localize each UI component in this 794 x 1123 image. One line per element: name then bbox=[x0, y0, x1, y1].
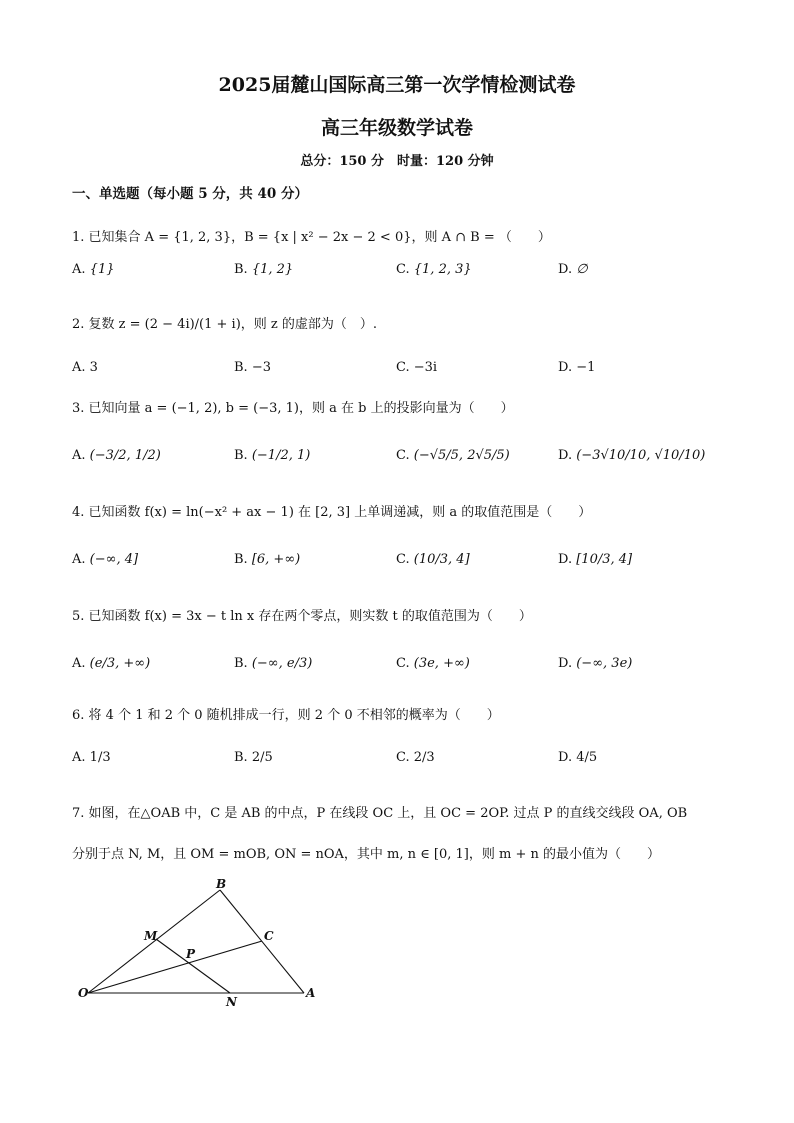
point-label-p: P bbox=[186, 947, 196, 961]
q1-option-a[interactable]: A. {1} bbox=[72, 262, 115, 277]
q3-option-a[interactable]: A. (−3/2, 1/2) bbox=[72, 448, 161, 463]
question-4-stem: 4. 已知函数 f(x) = ln(−x² + ax − 1) 在 [2, 3] 上单调递减，则 a 的取值范围是（ ） bbox=[72, 505, 592, 520]
point-label-c: C bbox=[264, 929, 274, 943]
segment-oc bbox=[88, 941, 262, 993]
q4-option-c[interactable]: C. (10/3, 4] bbox=[396, 552, 470, 567]
q5-option-d[interactable]: D. (−∞, 3e) bbox=[558, 656, 633, 671]
point-label-b: B bbox=[216, 878, 227, 891]
exam-subtitle: 高三年级数学试卷 bbox=[320, 117, 473, 139]
q5-option-a[interactable]: A. (e/3, +∞) bbox=[72, 656, 151, 671]
exam-title: 2025届麓山国际高三第一次学情检测试卷 bbox=[218, 74, 576, 96]
q1-option-d[interactable]: D. ∅ bbox=[558, 262, 588, 277]
q3-option-d[interactable]: D. (−3√10/10, √10/10) bbox=[558, 448, 706, 463]
question-7-stem-continued: 分别于点 N, M，且 OM = mOB, ON = nOA，其中 m, n ∈ [0, 1]，则 m + n 的最小值为（ ） bbox=[72, 847, 660, 862]
section-heading: 一、单选题（每小题 5 分，共 40 分） bbox=[72, 186, 308, 202]
q4-option-d[interactable]: D. [10/3, 4] bbox=[558, 552, 633, 567]
q2-option-c[interactable]: C. −3i bbox=[396, 360, 438, 375]
question-1-stem: 1. 已知集合 A = {1, 2, 3}，B = {x | x² − 2x − 2 < 0}，则 A ∩ B = （ ） bbox=[72, 230, 551, 245]
question-7-stem: 7. 如图，在△OAB 中，C 是 AB 的中点，P 在线段 OC 上，且 OC = 2OP. 过点 P 的直线交线段 OA, OB bbox=[72, 806, 688, 821]
q6-option-b[interactable]: B. 2/5 bbox=[234, 750, 273, 765]
q3-option-c[interactable]: C. (−√5/5, 2√5/5) bbox=[396, 448, 510, 463]
point-label-m: M bbox=[144, 929, 158, 943]
q2-option-a[interactable]: A. 3 bbox=[72, 360, 98, 375]
question-2-stem: 2. 复数 z = (2 − 4i)/(1 + i)，则 z 的虚部为（ ）. bbox=[72, 317, 378, 332]
q2-option-b[interactable]: B. −3 bbox=[234, 360, 271, 375]
q1-option-c[interactable]: C. {1, 2, 3} bbox=[396, 262, 472, 277]
q5-option-b[interactable]: B. (−∞, e/3) bbox=[234, 656, 313, 671]
q4-option-b[interactable]: B. [6, +∞) bbox=[234, 552, 301, 567]
q1-option-b[interactable]: B. {1, 2} bbox=[234, 262, 294, 277]
triangle-figure bbox=[72, 878, 332, 1013]
question-6-stem: 6. 将 4 个 1 和 2 个 0 随机排成一行，则 2 个 0 不相邻的概率为（ ） bbox=[72, 708, 500, 723]
q4-option-a[interactable]: A. (−∞, 4] bbox=[72, 552, 139, 567]
question-3-stem: 3. 已知向量 a = (−1, 2), b = (−3, 1)，则 a 在 b 上的投影向量为（ ） bbox=[72, 401, 514, 416]
point-label-n: N bbox=[226, 995, 237, 1009]
q5-option-c[interactable]: C. (3e, +∞) bbox=[396, 656, 470, 671]
q6-option-d[interactable]: D. 4/5 bbox=[558, 750, 598, 765]
exam-info: 总分：150 分 时量：120 分钟 bbox=[300, 154, 494, 169]
q3-option-b[interactable]: B. (−1/2, 1) bbox=[234, 448, 311, 463]
point-label-o: O bbox=[78, 986, 89, 1000]
q2-option-d[interactable]: D. −1 bbox=[558, 360, 596, 375]
point-label-a: A bbox=[306, 986, 316, 1000]
q6-option-a[interactable]: A. 1/3 bbox=[72, 750, 111, 765]
question-5-stem: 5. 已知函数 f(x) = 3x − t ln x 存在两个零点，则实数 t 的取值范围为（ ） bbox=[72, 609, 532, 624]
q6-option-c[interactable]: C. 2/3 bbox=[396, 750, 435, 765]
